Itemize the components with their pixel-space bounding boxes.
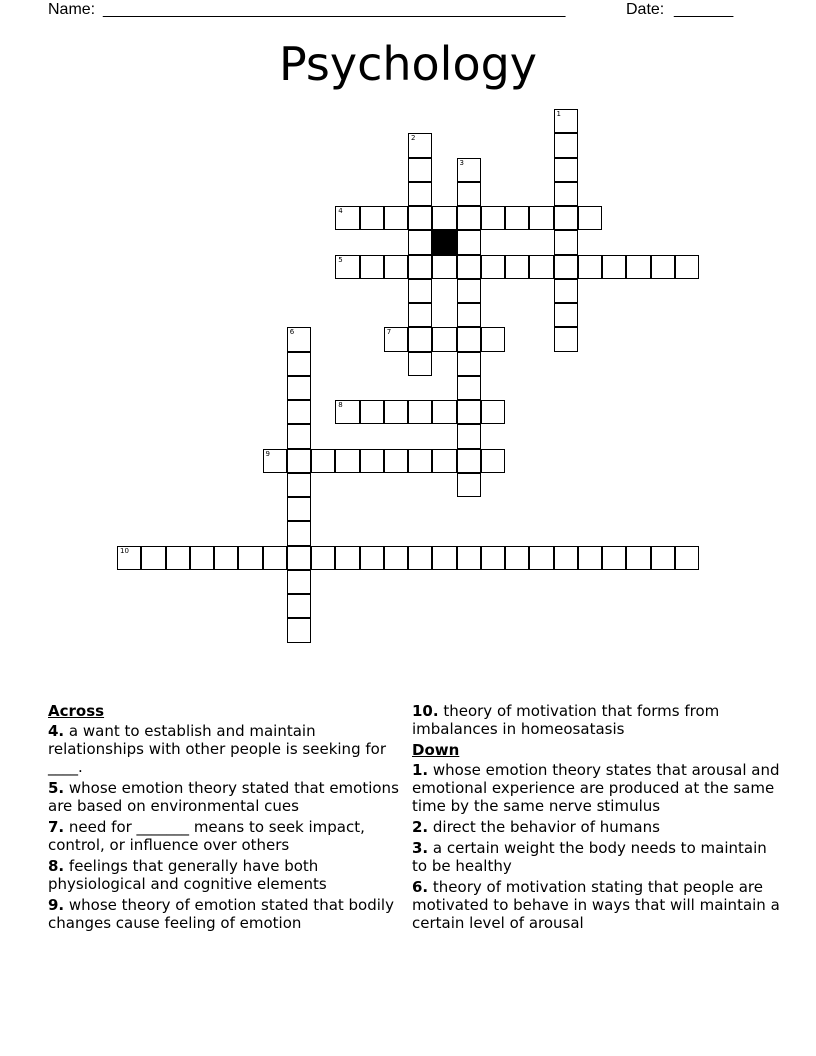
crossword-cell[interactable] [578,255,602,279]
crossword-cell[interactable] [554,133,578,157]
crossword-cell[interactable] [287,376,311,400]
crossword-cell[interactable] [408,449,432,473]
black-square [432,230,456,254]
crossword-cell[interactable] [602,255,626,279]
clue-number-label: 4 [338,207,343,215]
crossword-cell[interactable] [457,352,481,376]
crossword-cell[interactable] [554,327,578,351]
crossword-cell[interactable] [457,303,481,327]
crossword-cell[interactable] [529,546,553,570]
clue-number: 10. [412,702,439,720]
crossword-cell[interactable] [408,230,432,254]
crossword-cell[interactable] [335,546,359,570]
crossword-cell[interactable] [408,303,432,327]
clue-text: direct the behavior of humans [428,818,660,836]
clue-number-label: 6 [289,328,295,337]
crossword-cell[interactable] [481,449,505,473]
crossword-cell[interactable] [287,424,311,448]
crossword-cell[interactable] [360,255,384,279]
clue-text: need for _______ means to seek impact, control, or influence over others [48,818,365,854]
clue-number-label: 3 [459,158,464,167]
crossword-cell[interactable] [287,570,311,594]
crossword-cell[interactable] [408,158,432,182]
clue-down-3 [412,839,782,875]
crossword-cell[interactable] [505,206,529,230]
clue-number: 3. [412,839,429,857]
crossword-cell[interactable] [578,546,602,570]
clue-text: whose theory of emotion stated that bodily changes cause feeling of emotion [48,896,394,932]
crossword-cell[interactable] [408,327,432,351]
crossword-cell[interactable] [384,400,408,424]
clue-number: 5. [48,779,65,797]
crossword-cell[interactable] [457,327,481,351]
crossword-cell[interactable] [457,400,481,424]
crossword-cell[interactable] [384,327,408,351]
crossword-cell[interactable] [554,206,578,230]
crossword-cell[interactable] [287,473,311,497]
clue-text: whose emotion theory states that arousal and emotional experience are produced at the same time by the same nerve stimulus [412,761,780,815]
clue-number-label: 2 [411,134,416,143]
crossword-cell[interactable] [432,400,456,424]
crossword-cell[interactable] [287,594,311,618]
crossword-cell[interactable] [287,618,311,642]
crossword-cell[interactable] [578,206,602,230]
clue-number: 9. [48,896,65,914]
clue-across-8 [48,857,403,893]
crossword-cell[interactable] [432,206,456,230]
clue-number-label: 10 [120,546,129,555]
crossword-cell[interactable] [408,182,432,206]
crossword-cell[interactable] [384,206,408,230]
crossword-cell[interactable] [554,303,578,327]
clue-across-4 [48,722,403,776]
crossword-cell[interactable] [287,327,311,351]
crossword-cell[interactable] [360,546,384,570]
crossword-cell[interactable] [287,400,311,424]
clue-across-9 [48,896,403,932]
crossword-cell[interactable] [457,546,481,570]
crossword-cell[interactable] [432,449,456,473]
crossword-cell[interactable] [457,424,481,448]
clue-text: a certain weight the body needs to maintain to be healthy [412,839,767,875]
crossword-cell[interactable] [554,182,578,206]
crossword-cell[interactable] [554,546,578,570]
crossword-cell[interactable] [457,376,481,400]
clue-text: whose emotion theory stated that emotions are based on environmental cues [48,779,399,815]
clue-number-label: 9 [265,449,270,458]
crossword-cell[interactable] [626,546,650,570]
clue-down-2 [412,818,782,836]
crossword-cell[interactable] [360,400,384,424]
crossword-cell[interactable] [287,449,311,473]
clue-number: 8. [48,857,65,875]
clue-text: a want to establish and maintain relationships with other people is seeking for ____. [48,722,386,776]
crossword-cell[interactable] [408,400,432,424]
crossword-cell[interactable] [238,546,262,570]
crossword-cell[interactable] [457,182,481,206]
clue-number: 4. [48,722,65,740]
crossword-cell[interactable] [166,546,190,570]
across-clues [48,702,403,935]
crossword-cell[interactable] [287,497,311,521]
crossword-cell[interactable] [287,546,311,570]
name-field: _______________________________________________________ [103,1,565,18]
crossword-cell[interactable] [651,255,675,279]
crossword-cell[interactable] [626,255,650,279]
crossword-cell[interactable] [432,255,456,279]
crossword-cell[interactable] [408,206,432,230]
clue-number-label: 5 [338,255,343,264]
clue-across-5 [48,779,403,815]
crossword-cell[interactable] [505,255,529,279]
clue-text: theory of motivation stating that people are motivated to behave in ways that will maintain a certain level of arousal [412,878,780,932]
crossword-cell[interactable] [457,449,481,473]
crossword-cell[interactable] [554,158,578,182]
crossword-cell[interactable] [335,449,359,473]
crossword-cell[interactable] [335,206,359,230]
crossword-cell[interactable] [432,327,456,351]
crossword-cell[interactable] [408,546,432,570]
down-heading: Down [412,741,460,759]
crossword-cell[interactable] [311,449,335,473]
crossword-cell[interactable] [141,546,165,570]
clue-text: theory of motivation that forms from imbalances in homeosatasis [412,702,720,738]
date-field: _______ [674,1,733,18]
crossword-cell[interactable] [457,473,481,497]
crossword-cell[interactable] [529,206,553,230]
crossword-cell[interactable] [554,279,578,303]
crossword-cell[interactable] [675,255,699,279]
clue-number-label: 1 [556,110,561,118]
down-clues [412,702,782,935]
clue-number-label: 7 [386,328,392,337]
name-label: Name: [48,1,96,18]
crossword-cell[interactable] [384,546,408,570]
crossword-cell[interactable] [360,206,384,230]
crossword-cell[interactable] [408,255,432,279]
clue-number: 7. [48,818,65,836]
crossword-cell[interactable] [335,400,359,424]
clue-down-6 [412,878,782,932]
crossword-cell[interactable] [360,449,384,473]
crossword-cell[interactable] [481,206,505,230]
crossword-cell[interactable] [408,279,432,303]
crossword-cell[interactable] [602,546,626,570]
crossword-cell[interactable] [481,255,505,279]
crossword-cell[interactable] [384,449,408,473]
crossword-cell[interactable] [408,352,432,376]
crossword-cell[interactable] [457,279,481,303]
crossword-cell[interactable] [481,546,505,570]
clue-across-10 [412,702,782,738]
crossword-cell[interactable] [457,230,481,254]
crossword-cell[interactable] [214,546,238,570]
clue-number-label: 8 [338,401,343,409]
page-title: Psychology [278,37,538,91]
crossword-cell[interactable] [651,546,675,570]
crossword-cell[interactable] [554,109,578,133]
crossword-cell[interactable] [117,546,141,570]
clue-number: 2. [412,818,429,836]
clue-text: feelings that generally have both physiological and cognitive elements [48,857,327,893]
crossword-cell[interactable] [675,546,699,570]
crossword-cell[interactable] [457,206,481,230]
crossword-cell[interactable] [263,449,287,473]
crossword-cell[interactable] [263,546,287,570]
clue-number: 6. [412,878,429,896]
crossword-cell[interactable] [505,546,529,570]
crossword-cell[interactable] [287,352,311,376]
clue-number: 1. [412,761,429,779]
crossword-cell[interactable] [384,255,408,279]
clue-down-1 [412,761,782,815]
crossword-cell[interactable] [432,546,456,570]
crossword-cell[interactable] [554,230,578,254]
crossword-cell[interactable] [335,255,359,279]
crossword-cell[interactable] [457,255,481,279]
date-label: Date: [626,1,665,18]
crossword-cell[interactable] [408,133,432,157]
crossword-cell[interactable] [311,546,335,570]
crossword-cell[interactable] [481,400,505,424]
across-heading: Across [48,702,105,720]
crossword-cell[interactable] [190,546,214,570]
crossword-cell[interactable] [529,255,553,279]
clue-across-7 [48,818,403,854]
crossword-cell[interactable] [287,521,311,545]
crossword-cell[interactable] [481,327,505,351]
crossword-cell[interactable] [554,255,578,279]
crossword-cell[interactable] [457,158,481,182]
